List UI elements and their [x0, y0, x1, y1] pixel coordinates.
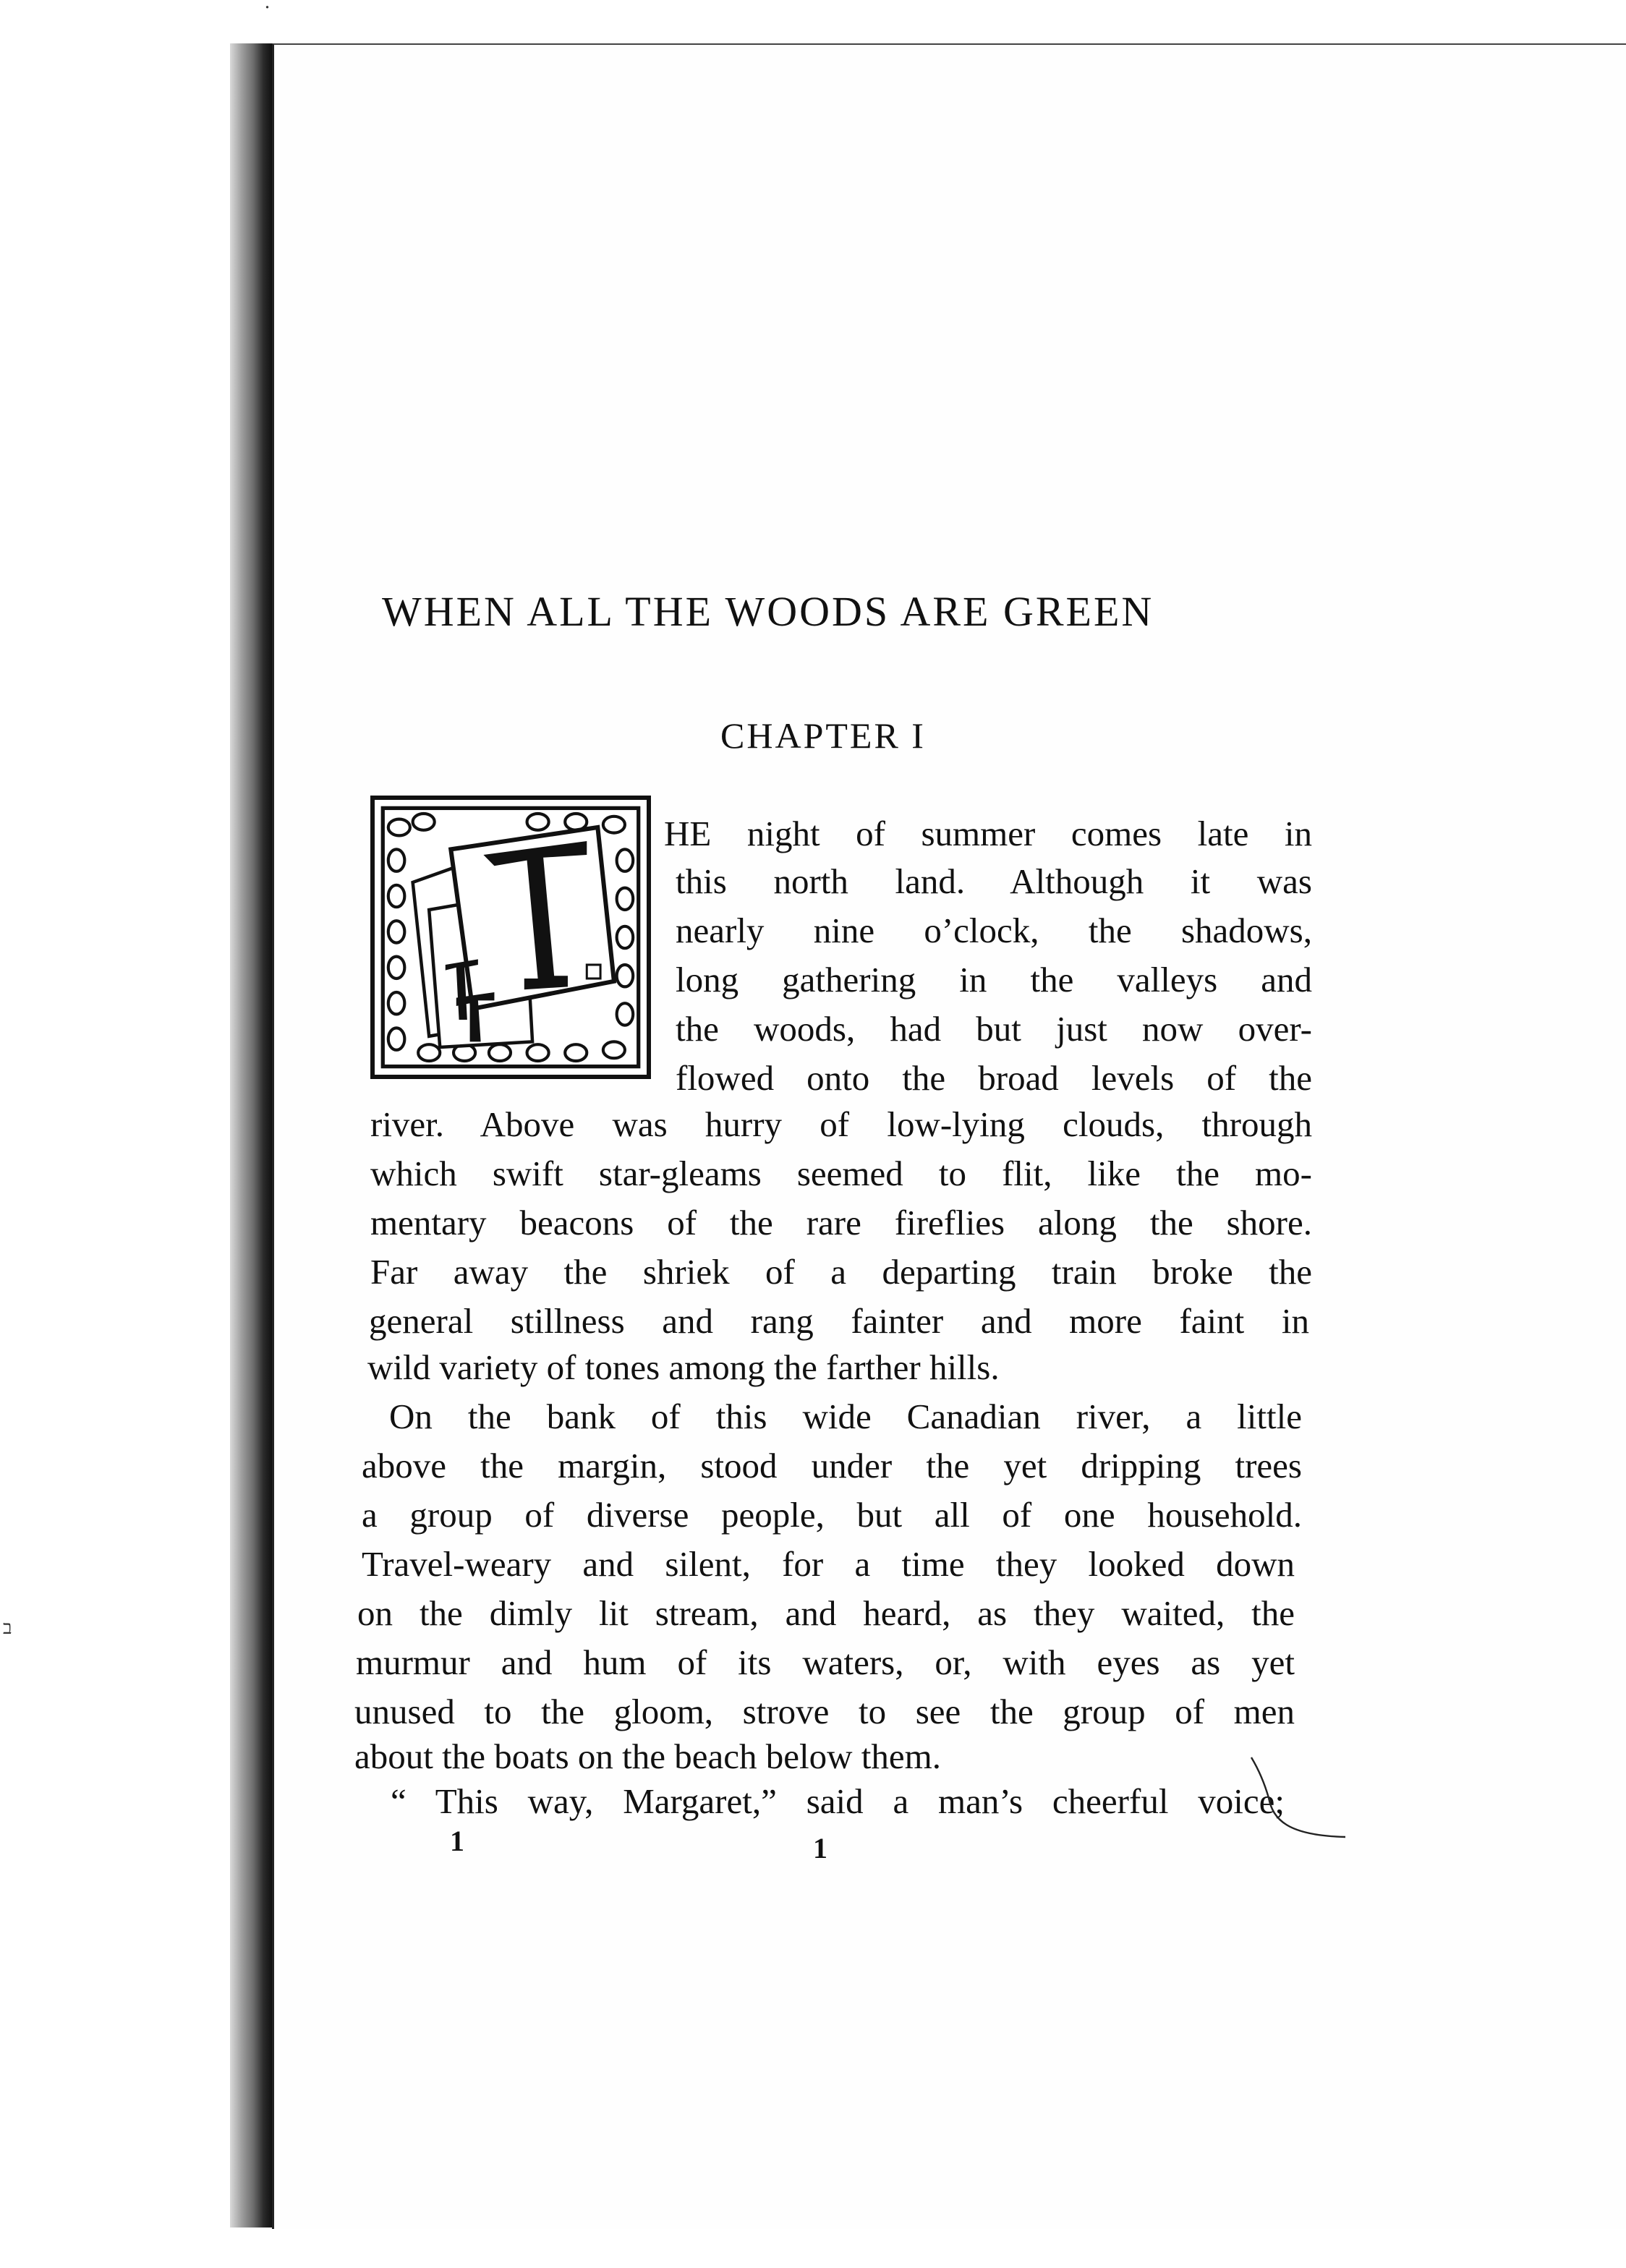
text-line: wild variety of tones among the farther hills. — [367, 1347, 1000, 1387]
scan-mark: ב — [3, 1617, 12, 1639]
text-line: “ This way, Margaret,” said a man’s cheerful voice; — [391, 1781, 1285, 1821]
page-number: 1 — [813, 1832, 827, 1864]
text-line: flowed onto the broad levels of the — [676, 1058, 1312, 1098]
pencil-mark — [1244, 1750, 1353, 1851]
text-line: mentary beacons of the rare fireflies along the shore. — [370, 1203, 1312, 1242]
text-line: long gathering in the valleys and — [676, 960, 1312, 999]
text-line: Travel-weary and silent, for a time they looked down — [362, 1544, 1295, 1584]
book-title: WHEN ALL THE WOODS ARE GREEN — [382, 588, 1154, 635]
text-line: general stillness and rang fainter and more faint in — [369, 1301, 1309, 1341]
binding-shadow — [230, 43, 272, 2228]
chapter-heading: CHAPTER I — [720, 715, 926, 756]
page-number-signature: 1 — [450, 1825, 464, 1857]
text-line: river. Above was hurry of low-lying clouds, through — [370, 1104, 1312, 1144]
text-line: the woods, had but just now over- — [676, 1009, 1312, 1049]
text-line: on the dimly lit stream, and heard, as they waited, the — [357, 1593, 1295, 1633]
text-line: HE night of summer comes late in — [664, 814, 1312, 853]
decorated-initial-ornament — [375, 800, 647, 1075]
decorated-initial — [370, 796, 651, 1079]
text-line: Far away the shriek of a departing train broke the — [370, 1252, 1312, 1292]
text-line: unused to the gloom, strove to see the group of men — [354, 1692, 1295, 1731]
facing-page — [0, 0, 230, 2268]
text-line: nearly nine o’clock, the shadows, — [676, 911, 1312, 950]
scan-mark: ˙ — [262, 3, 273, 28]
text-line: murmur and hum of its waters, or, with eyes as yet — [356, 1642, 1295, 1682]
text-line: On the bank of this wide Canadian river, a little — [389, 1397, 1302, 1436]
text-line: a group of diverse people, but all of one household. — [362, 1495, 1302, 1535]
text-line: above the margin, stood under the yet dripping trees — [362, 1446, 1302, 1485]
text-line: about the boats on the beach below them. — [354, 1736, 941, 1776]
text-line: which swift star-gleams seemed to flit, like the mo- — [370, 1154, 1312, 1193]
text-line: this north land. Although it was — [676, 861, 1312, 901]
